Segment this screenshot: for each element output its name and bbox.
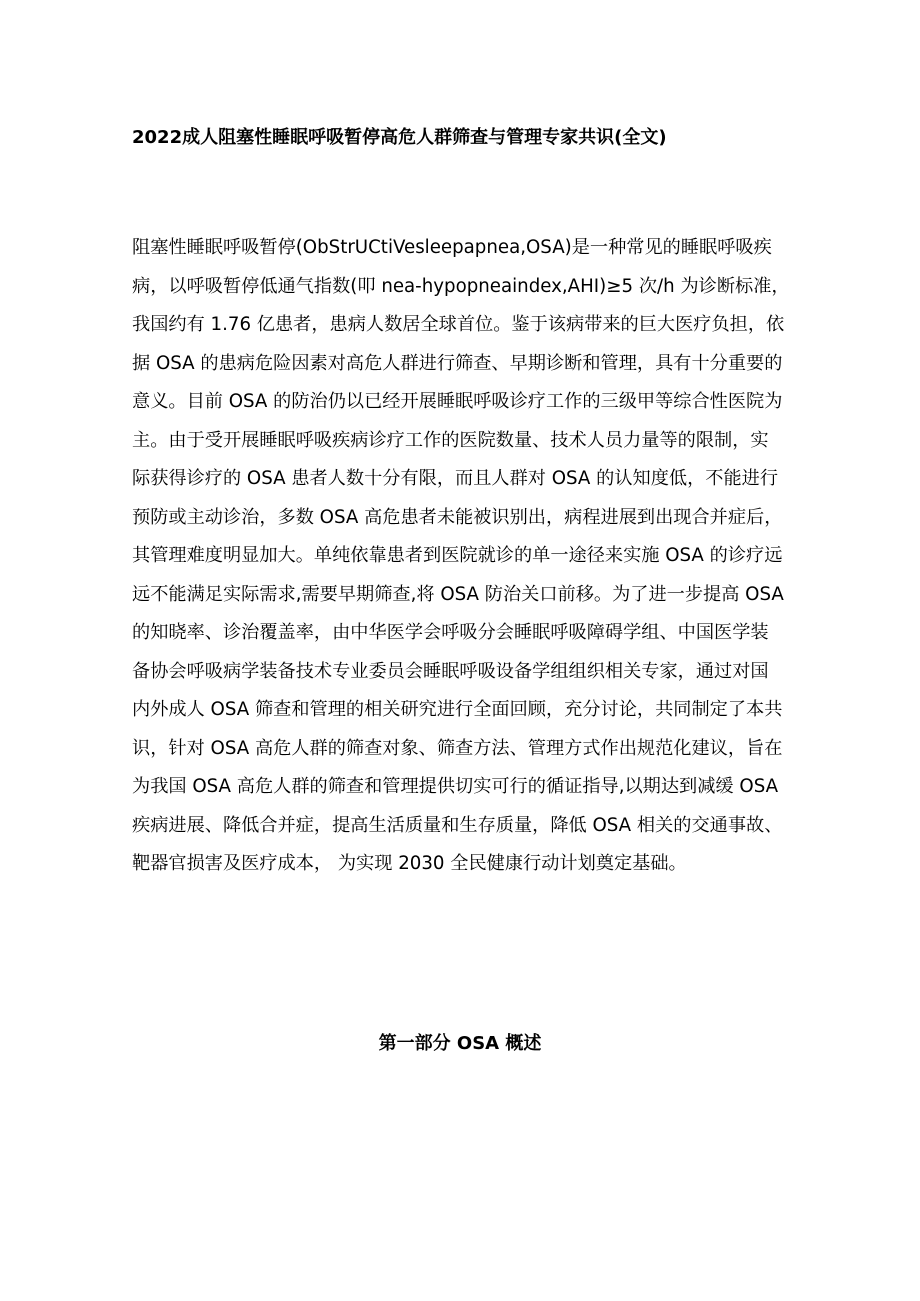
paragraph-line: 备协会呼吸病学装备技术专业委员会睡眠呼吸设备学组组织相关专家，通过对国: [132, 660, 769, 682]
paragraph-line: 内外成人 OSA 筛查和管理的相关研究进行全面回顾，充分讨论，共同制定了本共: [132, 699, 783, 720]
paragraph-line: 际获得诊疗的 OSA 患者人数十分有限，而且人群对 OSA 的认知度低，不能进行: [132, 468, 779, 489]
paragraph-line: 病，以呼吸暂停低通气指数(叩 nea-hypopneaindex,AHI)≥5 次/h 为诊断标准，: [132, 275, 790, 297]
paragraph-line: 主。由于受开展睡眠呼吸疾病诊疗工作的医院数量、技术人员力量等的限制，实: [132, 429, 769, 451]
section-heading: 第一部分 OSA 概述: [378, 1033, 542, 1054]
paragraph-line: 疾病进展、降低合并症，提高生活质量和生存质量，降低 OSA 相关的交通事故、: [132, 814, 783, 836]
body-paragraph: [132, 229, 812, 884]
paragraph-line: 靶器官损害及医疗成本， 为实现 2030 全民健康行动计划奠定基础。: [132, 853, 687, 874]
paragraph-line: 预防或主动诊治，多数 OSA 高危患者未能被识别出，病程进展到出现合并症后，: [132, 506, 783, 528]
paragraph-line: 的知晓率、诊治覆盖率，由中华医学会呼吸分会睡眠呼吸障碍学组、中国医学装: [132, 622, 769, 643]
paragraph-line: 阻塞性睡眠呼吸暂停(ObStrUCtiVesleepapnea,OSA)是一种常见的睡眠呼吸疾: [132, 237, 772, 258]
paragraph-line: 远不能满足实际需求,需要早期筛查,将 OSA 防治关口前移。为了进一步提高 OSA: [132, 583, 784, 605]
paragraph-line: 识，针对 OSA 高危人群的筛查对象、筛查方法、管理方式作出规范化建议，旨在: [132, 737, 783, 759]
paragraph-line: 其管理难度明显加大。单纯依靠患者到医院就诊的单一途径来实施 OSA 的诊疗远: [132, 545, 783, 566]
document-title: 2022成人阻塞性睡眠呼吸暂停高危人群筛查与管理专家共识(全文): [132, 127, 667, 148]
paragraph-line: 为我国 OSA 高危人群的筛查和管理提供切实可行的循证指导,以期达到减缓 OSA: [132, 776, 779, 797]
paragraph-line: 据 OSA 的患病危险因素对高危人群进行筛查、早期诊断和管理，具有十分重要的: [132, 352, 783, 374]
paragraph-line: 我国约有 1.76 亿患者，患病人数居全球首位。鉴于该病带来的巨大医疗负担，依: [132, 314, 785, 335]
paragraph-line: 意义。目前 OSA 的防治仍以已经开展睡眠呼吸诊疗工作的三级甲等综合性医院为: [132, 391, 783, 412]
